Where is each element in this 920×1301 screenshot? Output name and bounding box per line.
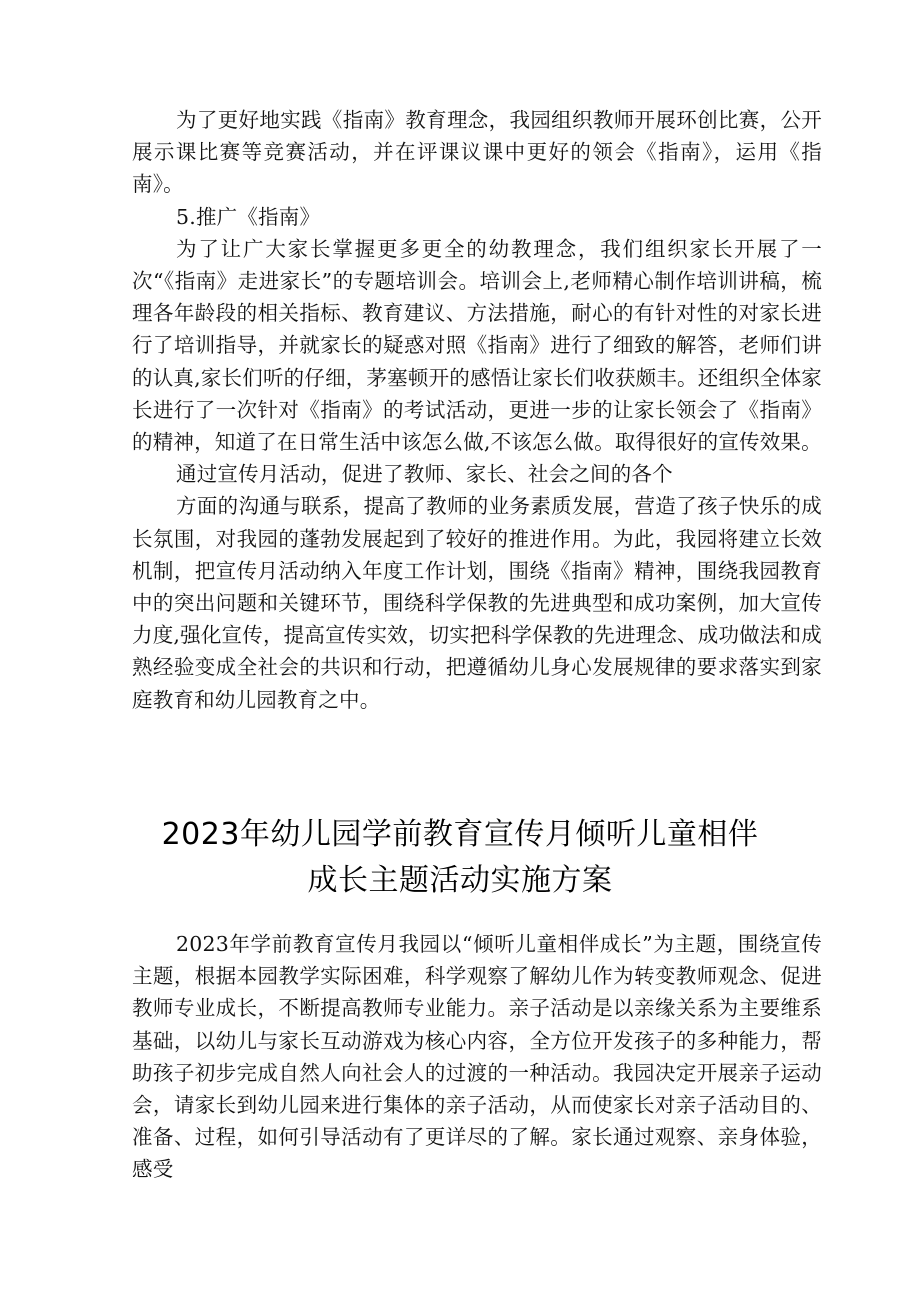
paragraph-plan-intro: 2023年学前教育宣传月我园以“倾听儿童相伴成长”为主题，围绕宣传主题，根据本园教学实际困难，科学观察了解幼儿作为转变教师观念、促进教师专业成长，不断提高教师专业能力。亲子活动是以亲缘关系为主要维系基础，以幼儿与家长互动游戏为核心内容，全方位开发孩子的多种能力，帮助孩子初步完成自然人向社会人的过渡的一种活动。我园决定开展亲子运动会，请家长到幼儿园来进行集体的亲子活动，从而使家长对亲子活动目的、准备、过程，如何引导活动有了更详尽的了解。家长通过观察、亲身体验，感受	[132, 932, 822, 1182]
paragraph-practice-guide: 为了更好地实践《指南》教育理念，我园组织教师开展环创比赛，公开展示课比赛等竞赛活动，并在评课议课中更好的领会《指南》，运用《指南》。	[132, 108, 822, 197]
bottom-text-section	[132, 928, 822, 1186]
paragraph-parent-training: 为了让广大家长掌握更多更全的幼教理念，我们组织家长开展了一次“《指南》走进家长”的专题培训会。培训会上,老师精心制作培训讲稿，梳理各年龄段的相关指标、教育建议、方法措施，耐心的有针对性的对家长进行了培训指导，并就家长的疑惑对照《指南》进行了细致的解答，老师们讲的认真,家长们听的仔细，茅塞顿开的感悟让家长们收获颇丰。还组织全体家长进行了一次针对《指南》的考试活动，更进一步的让家长领会了《指南》的精神，知道了在日常生活中该怎么做,不该怎么做。取得很好的宣传效果。	[132, 236, 822, 455]
paragraph-promotion-month-intro: 通过宣传月活动，促进了教师、家长、社会之间的各个	[176, 462, 673, 487]
top-text-section	[132, 104, 822, 716]
document-title	[100, 812, 820, 904]
title-line-2: 成长主题活动实施方案	[307, 863, 613, 898]
paragraph-promotion-month-result: 方面的沟通与联系，提高了教师的业务素质发展，营造了孩子快乐的成长氛围，对我园的蓬勃发展起到了较好的推进作用。为此，我园将建立长效机制，把宣传月活动纳入年度工作计划，围绕《指南》精神，围绕我园教育中的突出问题和关键环节，围绕科学保教的先进典型和成功案例，加大宣传力度,强化宣传，提高宣传实效，切实把科学保教的先进理念、成功做法和成熟经验变成全社会的共识和行动，把遵循幼儿身心发展规律的要求落实到家庭教育和幼儿园教育之中。	[132, 494, 822, 712]
title-line-1: 2023年幼儿园学前教育宣传月倾听儿童相伴	[161, 817, 759, 852]
heading-promote-guide: 5.推广《指南》	[176, 204, 321, 229]
